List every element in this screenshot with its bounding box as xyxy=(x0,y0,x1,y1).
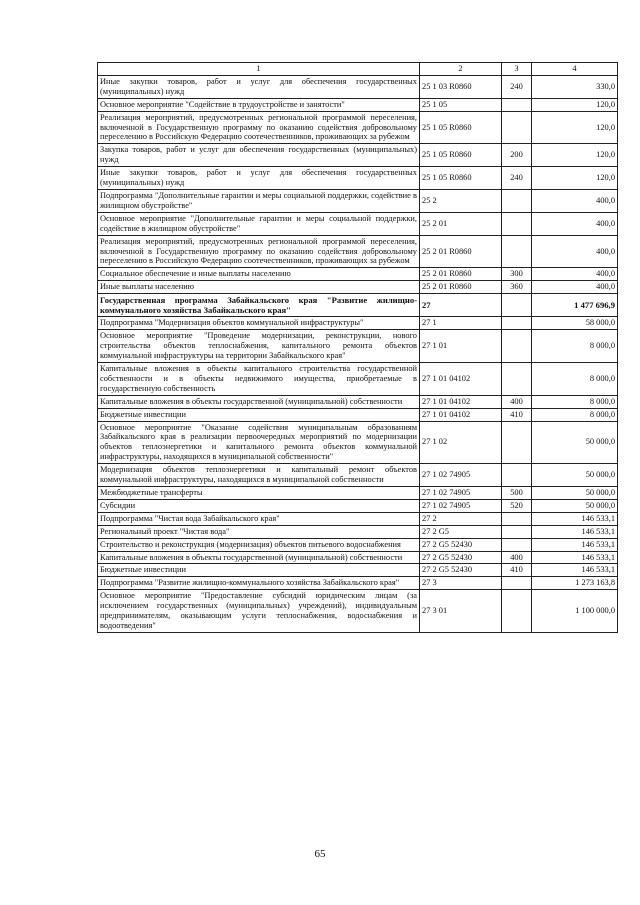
row-name-cell: Бюджетные инвестиции xyxy=(98,564,420,577)
row-code-cell: 25 2 01 R0860 xyxy=(420,268,502,281)
row-type-cell xyxy=(502,538,532,551)
row-amount-cell: 120,0 xyxy=(532,98,618,111)
row-code-cell: 27 1 01 xyxy=(420,330,502,363)
row-amount-cell: 120,0 xyxy=(532,111,618,144)
row-name-cell: Бюджетные инвестиции xyxy=(98,408,420,421)
row-name-cell: Строительство и реконструкция (модернизация) объектов питьевого водоснабжения xyxy=(98,538,420,551)
row-type-cell: 500 xyxy=(502,487,532,500)
row-amount-cell: 8 000,0 xyxy=(532,395,618,408)
row-code-cell: 25 2 xyxy=(420,189,502,212)
row-name-cell: Основное мероприятие "Оказание содействия муниципальным образованиям Забайкальского края в реализации первоочередных мероприятий по модернизации объектов теплоэнергетики и капитального ремонта объектов коммунальной инфраструктуры, находящихся в муниципальной собственности" xyxy=(98,421,420,464)
row-amount-cell: 50 000,0 xyxy=(532,499,618,512)
row-code-cell: 27 1 01 04102 xyxy=(420,408,502,421)
table-row xyxy=(98,512,618,525)
row-type-cell xyxy=(502,317,532,330)
row-name-cell: Подпрограмма "Модернизация объектов коммунальной инфраструктуры" xyxy=(98,317,420,330)
row-name-cell: Иные закупки товаров, работ и услуг для обеспечения государственных (муниципальных) нужд xyxy=(98,167,420,190)
row-code-cell: 25 2 01 R0860 xyxy=(420,235,502,268)
row-type-cell: 200 xyxy=(502,144,532,167)
table-row xyxy=(98,590,618,633)
row-name-cell: Иные закупки товаров, работ и услуг для обеспечения государственных (муниципальных) нужд xyxy=(98,75,420,98)
row-type-cell: 300 xyxy=(502,268,532,281)
row-amount-cell: 146 533,1 xyxy=(532,564,618,577)
row-code-cell: 27 xyxy=(420,294,502,317)
row-type-cell xyxy=(502,330,532,363)
row-amount-cell: 8 000,0 xyxy=(532,363,618,396)
row-name-cell: Основное мероприятие "Содействие в трудоустройстве и занятости" xyxy=(98,98,420,111)
budget-table xyxy=(97,62,618,633)
row-amount-cell: 50 000,0 xyxy=(532,487,618,500)
header-cell-2: 2 xyxy=(420,63,502,76)
page-number: 65 xyxy=(314,848,326,860)
row-code-cell: 25 2 01 R0860 xyxy=(420,281,502,294)
row-type-cell xyxy=(502,98,532,111)
row-name-cell: Капитальные вложения в объекты капитального строительства государственной собственности и в объекты недвижимого имущества, приобретаемые в государственную собственность xyxy=(98,363,420,396)
table-row xyxy=(98,464,618,487)
row-name-cell: Реализация мероприятий, предусмотренных региональной программой переселения, включенной в Государственную программу по оказанию содействия добровольному переселению в Российскую Федерацию соотечественников, проживающих за рубежом xyxy=(98,111,420,144)
header-row xyxy=(98,63,618,76)
row-type-cell: 240 xyxy=(502,167,532,190)
row-amount-cell: 120,0 xyxy=(532,144,618,167)
table-row xyxy=(98,268,618,281)
row-name-cell: Субсидии xyxy=(98,499,420,512)
row-amount-cell: 1 477 696,9 xyxy=(532,294,618,317)
table-row xyxy=(98,363,618,396)
row-name-cell: Модернизация объектов теплоэнергетики и капитальный ремонт объектов коммунальной инфраструктуры, находящихся в муниципальной собственности xyxy=(98,464,420,487)
row-type-cell xyxy=(502,577,532,590)
header-cell-3: 3 xyxy=(502,63,532,76)
row-name-cell: Межбюджетные трансферты xyxy=(98,487,420,500)
table-row xyxy=(98,577,618,590)
row-amount-cell: 400,0 xyxy=(532,212,618,235)
row-name-cell: Закупка товаров, работ и услуг для обеспечения государственных (муниципальных) нужд xyxy=(98,144,420,167)
table-row xyxy=(98,395,618,408)
row-code-cell: 27 1 02 74905 xyxy=(420,487,502,500)
table-row xyxy=(98,167,618,190)
table-row xyxy=(98,551,618,564)
row-amount-cell: 120,0 xyxy=(532,167,618,190)
row-code-cell: 27 3 01 xyxy=(420,590,502,633)
row-type-cell: 520 xyxy=(502,499,532,512)
row-type-cell xyxy=(502,464,532,487)
table-row xyxy=(98,144,618,167)
row-code-cell: 27 1 02 74905 xyxy=(420,499,502,512)
row-code-cell: 27 2 G5 52430 xyxy=(420,538,502,551)
row-code-cell: 27 1 02 74905 xyxy=(420,464,502,487)
row-type-cell: 360 xyxy=(502,281,532,294)
row-name-cell: Региональный проект "Чистая вода" xyxy=(98,525,420,538)
row-type-cell: 400 xyxy=(502,551,532,564)
row-name-cell: Подпрограмма "Чистая вода Забайкальского края" xyxy=(98,512,420,525)
row-amount-cell: 400,0 xyxy=(532,189,618,212)
row-type-cell: 410 xyxy=(502,564,532,577)
row-code-cell: 27 3 xyxy=(420,577,502,590)
row-type-cell xyxy=(502,235,532,268)
row-amount-cell: 400,0 xyxy=(532,235,618,268)
row-code-cell: 27 2 G5 52430 xyxy=(420,551,502,564)
table-row xyxy=(98,330,618,363)
table-row xyxy=(98,487,618,500)
row-code-cell: 25 1 05 R0860 xyxy=(420,144,502,167)
row-code-cell: 25 1 05 xyxy=(420,98,502,111)
row-code-cell: 27 1 01 04102 xyxy=(420,395,502,408)
row-type-cell xyxy=(502,363,532,396)
table-row xyxy=(98,421,618,464)
row-code-cell: 27 1 xyxy=(420,317,502,330)
row-amount-cell: 146 533,1 xyxy=(532,512,618,525)
table-row xyxy=(98,235,618,268)
row-name-cell: Основное мероприятие "Предоставление субсидий юридическим лицам (за исключением государственных (муниципальных) учреждений), индивидуальным предпринимателям, оказывающим услуги теплоснабжения, водоснабжения и водоотведения" xyxy=(98,590,420,633)
table-row xyxy=(98,408,618,421)
table-row xyxy=(98,525,618,538)
row-amount-cell: 146 533,1 xyxy=(532,551,618,564)
row-amount-cell: 8 000,0 xyxy=(532,408,618,421)
row-name-cell: Основное мероприятие "Проведение модернизации, реконструкции, нового строительства объектов теплоснабжения, капитального ремонта объектов коммунальной инфраструктуры на территории Забайкальского края" xyxy=(98,330,420,363)
row-name-cell: Государственная программа Забайкальского края "Развитие жилищно-коммунального хозяйства Забайкальского края" xyxy=(98,294,420,317)
row-code-cell: 27 2 G5 52430 xyxy=(420,564,502,577)
row-code-cell: 27 1 02 xyxy=(420,421,502,464)
row-amount-cell: 8 000,0 xyxy=(532,330,618,363)
row-type-cell: 400 xyxy=(502,395,532,408)
row-amount-cell: 50 000,0 xyxy=(532,421,618,464)
table-row xyxy=(98,98,618,111)
table-row xyxy=(98,189,618,212)
row-name-cell: Иные выплаты населению xyxy=(98,281,420,294)
row-amount-cell: 400,0 xyxy=(532,268,618,281)
table-row xyxy=(98,538,618,551)
row-code-cell: 25 1 05 R0860 xyxy=(420,111,502,144)
header-cell-1: 1 xyxy=(98,63,420,76)
row-amount-cell: 146 533,1 xyxy=(532,538,618,551)
table-row xyxy=(98,564,618,577)
row-type-cell xyxy=(502,512,532,525)
row-name-cell: Реализация мероприятий, предусмотренных региональной программой переселения, включенной в Государственную программу по оказанию содействия добровольному переселению в Российскую Федерацию соотечественников, проживающих за рубежом xyxy=(98,235,420,268)
table-row xyxy=(98,75,618,98)
row-type-cell xyxy=(502,294,532,317)
row-code-cell: 27 2 xyxy=(420,512,502,525)
row-code-cell: 27 2 G5 xyxy=(420,525,502,538)
table-row xyxy=(98,499,618,512)
row-amount-cell: 330,0 xyxy=(532,75,618,98)
row-type-cell: 410 xyxy=(502,408,532,421)
row-amount-cell: 1 273 163,8 xyxy=(532,577,618,590)
row-type-cell: 240 xyxy=(502,75,532,98)
row-name-cell: Основное мероприятие "Дополнительные гарантии и меры социальной поддержки, содействие в жилищном обустройстве" xyxy=(98,212,420,235)
row-name-cell: Подпрограмма "Дополнительные гарантии и меры социальной поддержки, содействие в жилищном обустройстве" xyxy=(98,189,420,212)
budget-table-body xyxy=(98,63,618,633)
row-name-cell: Капитальные вложения в объекты государственной (муниципальной) собственности xyxy=(98,551,420,564)
row-type-cell xyxy=(502,111,532,144)
row-amount-cell: 1 100 000,0 xyxy=(532,590,618,633)
row-type-cell xyxy=(502,189,532,212)
row-type-cell xyxy=(502,525,532,538)
table-row xyxy=(98,317,618,330)
table-row xyxy=(98,281,618,294)
table-row xyxy=(98,212,618,235)
row-name-cell: Подпрограмма "Развитие жилищно-коммунального хозяйства Забайкальского края" xyxy=(98,577,420,590)
row-name-cell: Социальное обеспечение и иные выплаты населению xyxy=(98,268,420,281)
row-code-cell: 25 1 03 R0860 xyxy=(420,75,502,98)
row-amount-cell: 400,0 xyxy=(532,281,618,294)
row-name-cell: Капитальные вложения в объекты государственной (муниципальной) собственности xyxy=(98,395,420,408)
row-code-cell: 25 2 01 xyxy=(420,212,502,235)
row-type-cell xyxy=(502,590,532,633)
table-row xyxy=(98,111,618,144)
row-code-cell: 27 1 01 04102 xyxy=(420,363,502,396)
row-amount-cell: 146 533,1 xyxy=(532,525,618,538)
row-type-cell xyxy=(502,421,532,464)
header-cell-4: 4 xyxy=(532,63,618,76)
row-amount-cell: 58 000,0 xyxy=(532,317,618,330)
table-row xyxy=(98,294,618,317)
row-amount-cell: 50 000,0 xyxy=(532,464,618,487)
row-type-cell xyxy=(502,212,532,235)
row-code-cell: 25 1 05 R0860 xyxy=(420,167,502,190)
